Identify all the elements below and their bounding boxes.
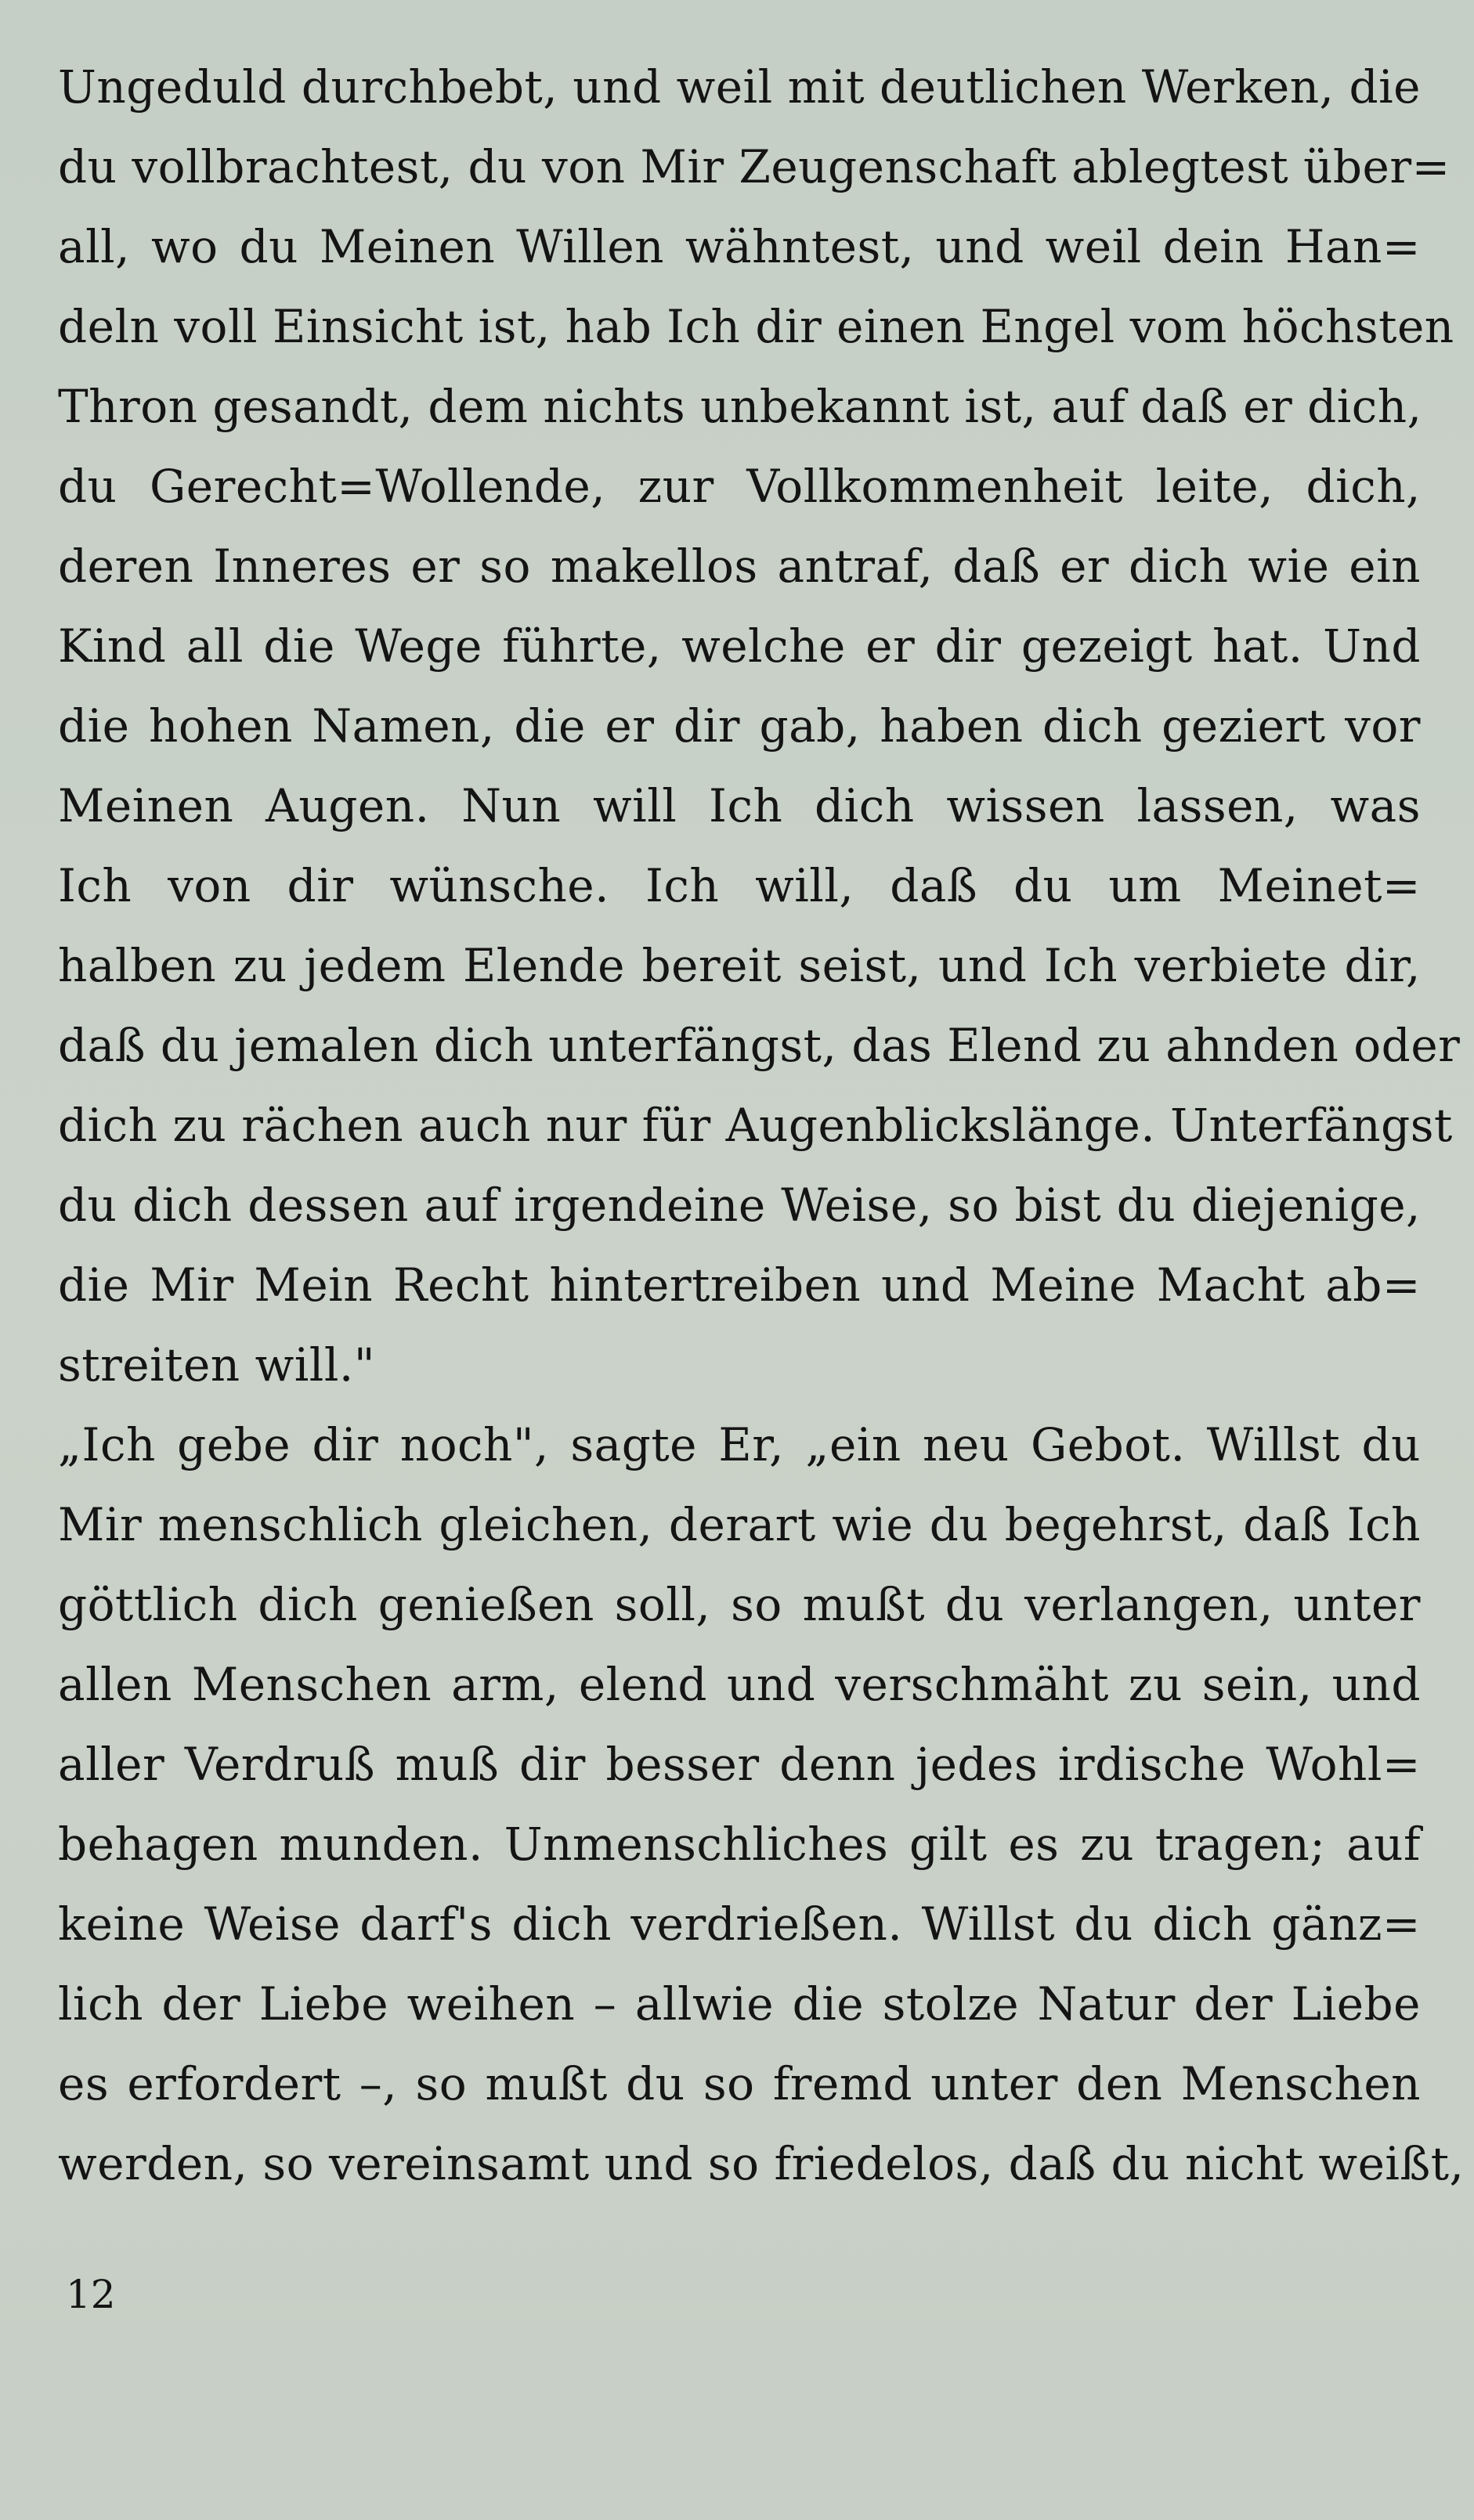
text-line: all, wo du Meinen Willen wähntest, und weil dein Han= bbox=[58, 220, 1421, 273]
text-line: dich zu rächen auch nur für Augenblickslänge. Unterfängst bbox=[58, 1099, 1453, 1152]
text-line: deln voll Einsicht ist, hab Ich dir einen Engel vom höchsten bbox=[58, 300, 1454, 353]
text-line: du Gerecht=Wollende, zur Vollkommenheit leite, dich, bbox=[58, 460, 1421, 513]
text-line: du vollbrachtest, du von Mir Zeugenschaft ablegtest über= bbox=[58, 140, 1451, 193]
text-line: „Ich gebe dir noch", sagte Er, „ein neu Gebot. Willst du bbox=[58, 1418, 1421, 1471]
text-line: behagen munden. Unmenschliches gilt es zu tragen; auf bbox=[58, 1818, 1421, 1871]
text-line: du dich dessen auf irgendeine Weise, so bist du diejenige, bbox=[58, 1179, 1421, 1232]
text-line: werden, so vereinsamt und so friedelos, daß du nicht weißt, bbox=[58, 2137, 1465, 2190]
text-line: die Mir Mein Recht hintertreiben und Meine Macht ab= bbox=[58, 1258, 1421, 1312]
text-line: daß du jemalen dich unterfängst, das Elend zu ahnden oder bbox=[58, 1019, 1461, 1072]
text-line: keine Weise darf's dich verdrießen. Willst du dich gänz= bbox=[58, 1897, 1421, 1951]
text-line: deren Inneres er so makellos antraf, daß er dich wie ein bbox=[58, 540, 1421, 593]
text-line: Ungeduld durchbebt, und weil mit deutlichen Werken, die bbox=[58, 60, 1421, 114]
text-line: halben zu jedem Elende bereit seist, und Ich verbiete dir, bbox=[58, 939, 1421, 992]
text-line: es erfordert –, so mußt du so fremd unter den Menschen bbox=[58, 2057, 1421, 2110]
text-line: Meinen Augen. Nun will Ich dich wissen lassen, was bbox=[58, 779, 1421, 832]
text-line: allen Menschen arm, elend und verschmäht zu sein, und bbox=[58, 1658, 1421, 1711]
text-line: Mir menschlich gleichen, derart wie du begehrst, daß Ich bbox=[58, 1498, 1421, 1551]
text-line: göttlich dich genießen soll, so mußt du verlangen, unter bbox=[58, 1578, 1421, 1631]
text-line: lich der Liebe weihen – allwie die stolze Natur der Liebe bbox=[58, 1977, 1421, 2031]
page-number: 12 bbox=[66, 2272, 116, 2317]
text-line: Thron gesandt, dem nichts unbekannt ist, auf daß er dich, bbox=[58, 380, 1422, 433]
text-line: Ich von dir wünsche. Ich will, daß du um Meinet= bbox=[58, 859, 1421, 912]
text-line: aller Verdruß muß dir besser denn jedes irdische Wohl= bbox=[58, 1738, 1421, 1791]
text-line: streiten will." bbox=[58, 1338, 376, 1392]
text-line: die hohen Namen, die er dir gab, haben dich geziert vor bbox=[58, 699, 1421, 753]
body-text bbox=[58, 47, 1465, 2204]
text-line: Kind all die Wege führte, welche er dir gezeigt hat. Und bbox=[58, 619, 1421, 673]
